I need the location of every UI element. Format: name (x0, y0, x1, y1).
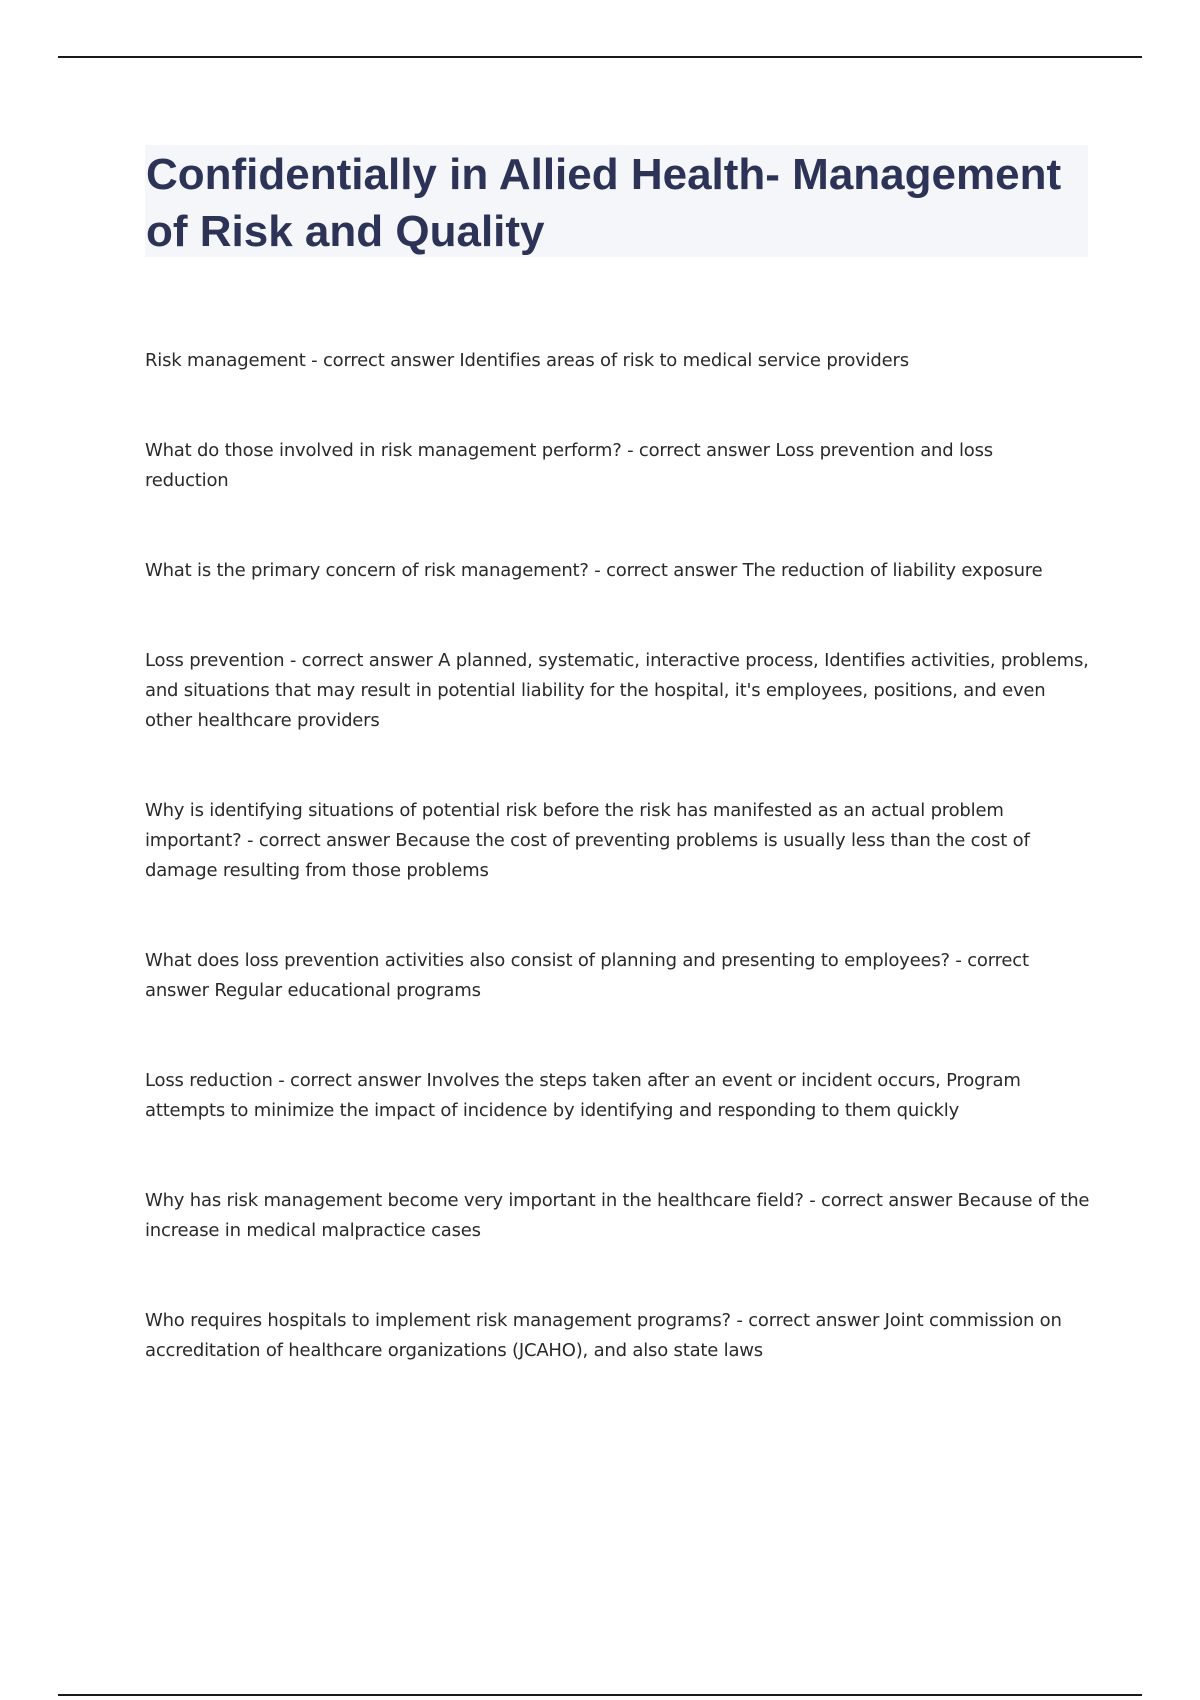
top-rule (58, 56, 1142, 58)
qa-item: Risk management - correct answer Identifies areas of risk to medical service providers (145, 350, 909, 371)
qa-item: Who requires hospitals to implement risk management programs? - correct answer Joint commission on accreditation of healthcare organizations (JCAHO), and also state laws (145, 1310, 1062, 1361)
qa-item: What do those involved in risk management perform? - correct answer Loss prevention and loss reduction (145, 440, 993, 491)
qa-item: Why is identifying situations of potential risk before the risk has manifested as an actual problem important? - correct answer Because the cost of preventing problems is usually less than the cost of damage resulting from those problems (145, 800, 1030, 881)
qa-item: Loss prevention - correct answer A planned, systematic, interactive process, Identifies activities, problems, and situations that may result in potential liability for the hospital, it's employees, positions, and even other healthcare providers (145, 650, 1089, 731)
qa-item: Loss reduction - correct answer Involves the steps taken after an event or incident occurs, Program attempts to minimize the impact of incidence by identifying and responding to them quickly (145, 1070, 1021, 1121)
qa-item: What is the primary concern of risk management? - correct answer The reduction of liability exposure (145, 560, 1043, 581)
qa-item: Why has risk management become very important in the healthcare field? - correct answer Because of the increase in medical malpractice cases (145, 1190, 1090, 1241)
document-title: Confidentially in Allied Health- Management of Risk and Quality (146, 150, 1062, 256)
qa-item: What does loss prevention activities also consist of planning and presenting to employees? - correct answer Regular educational programs (145, 950, 1029, 1001)
bottom-rule (58, 1694, 1142, 1696)
